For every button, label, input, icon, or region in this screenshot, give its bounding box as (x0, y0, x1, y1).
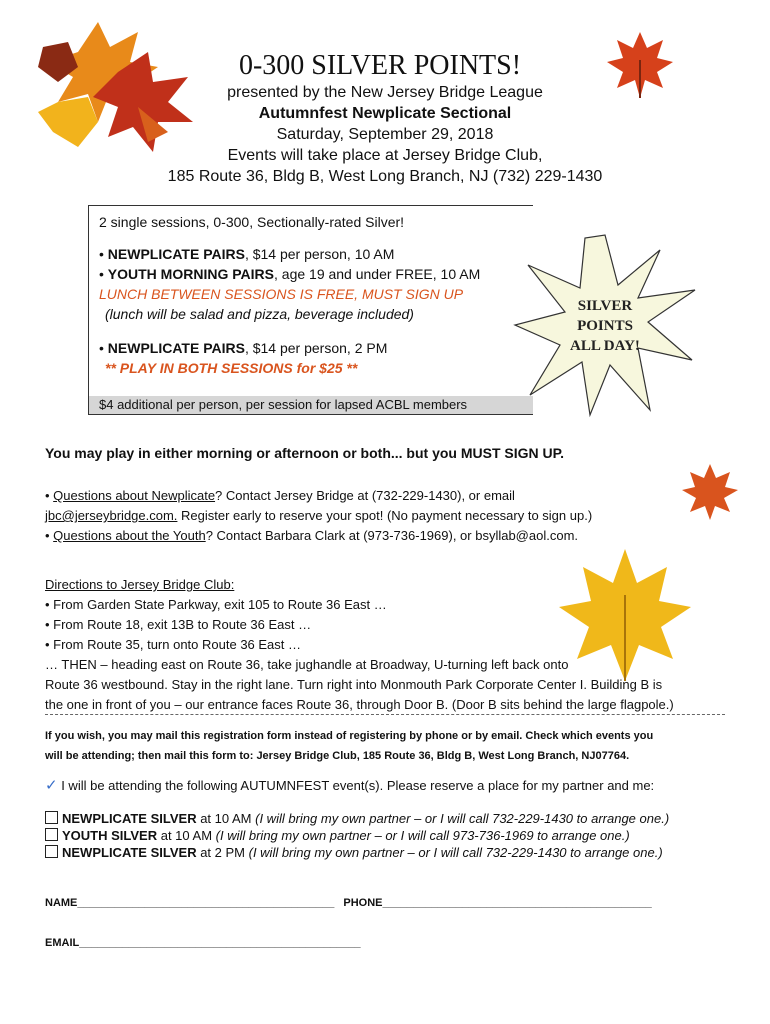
name-phone-row: NAME__________________________________________ PHONE____________________________________________ (45, 897, 652, 909)
divider (45, 714, 725, 715)
checkbox[interactable] (45, 845, 58, 858)
event-date: Saturday, September 29, 2018 (276, 126, 494, 143)
orange-maple-leaf-icon (680, 462, 740, 522)
email-link[interactable]: jbc@jerseybridge.com. (45, 508, 178, 523)
event-name: Autumnfest Newplicate Sectional (258, 105, 512, 122)
option-row: YOUTH SILVER at 10 AM (I will bring my own partner – or I will call 973-736-1969 to arrange one.) (45, 827, 669, 844)
lunch-notice: LUNCH BETWEEN SESSIONS IS FREE, MUST SIGN UP (99, 286, 464, 302)
attending-line: ✓ I will be attending the following AUTUMNFEST event(s). Please reserve a place for my partner and me: (45, 777, 655, 794)
directions-line: • From Route 35, turn onto Route 36 East … (45, 637, 302, 652)
option-row: NEWPLICATE SILVER at 2 PM (I will bring my own partner – or I will call 732-229-1430 to arrange one.) (45, 844, 669, 861)
location-line: Events will take place at Jersey Bridge Club, (227, 147, 543, 164)
directions-line: • From Route 18, exit 13B to Route 36 East … (45, 617, 312, 632)
session-item: • NEWPLICATE PAIRS, $14 per person, 10 AM (99, 246, 395, 262)
mail-notice: If you wish, you may mail this registration form instead of registering by phone or by email. Check which events you will be attending; then mail this form to: Jersey Bridge Club, 185 Route 36, Bldg B, West Long Branch, NJ07764. (45, 730, 654, 762)
session-item: • YOUTH MORNING PAIRS, age 19 and under FREE, 10 AM (99, 266, 481, 282)
session-item: • NEWPLICATE PAIRS, $14 per person, 2 PM (99, 340, 388, 356)
sessions-box (88, 205, 533, 415)
header (0, 50, 770, 187)
directions-line: the one in front of you – our entrance faces Route 36, through Door B. (Door B sits behind the large flagpole.) (45, 697, 674, 712)
directions-heading: Directions to Jersey Bridge Club: (45, 577, 235, 592)
presented-by: presented by the New Jersey Bridge League (227, 84, 543, 101)
directions-line: • From Garden State Parkway, exit 105 to Route 36 East … (45, 597, 387, 612)
phone-field[interactable]: ____________________________________________ (382, 897, 652, 909)
checkmark-icon: ✓ (45, 777, 58, 794)
name-field[interactable]: __________________________________________ (77, 897, 335, 909)
youth-questions-link[interactable]: Questions about the Youth (53, 528, 206, 543)
event-options (45, 810, 669, 861)
lunch-note: (lunch will be salad and pizza, beverage included) (105, 306, 414, 322)
option-row: NEWPLICATE SILVER at 10 AM (I will bring my own partner – or I will call 732-229-1430 to arrange one.) (45, 810, 669, 827)
checkbox[interactable] (45, 828, 58, 841)
address-line: 185 Route 36, Bldg B, West Long Branch, NJ (732) 229-1430 (167, 168, 603, 185)
lapsed-member-note: $4 additional per person, per session for lapsed ACBL members (89, 396, 533, 414)
page-title: 0-300 SILVER POINTS! (238, 50, 522, 81)
sessions-intro: 2 single sessions, 0-300, Sectionally-rated Silver! (99, 214, 405, 230)
newplicate-questions-link[interactable]: Questions about Newplicate (53, 488, 216, 503)
email-row: EMAIL______________________________________________ (45, 937, 361, 949)
signup-notice: You may play in either morning or afternoon or both... but you MUST SIGN UP. (45, 445, 565, 461)
directions-line: … THEN – heading east on Route 36, take jughandle at Broadway, U-turning left back onto (45, 657, 569, 672)
silver-points-badge: SILVER POINTS ALL DAY! (570, 298, 640, 354)
directions-section (45, 575, 674, 715)
both-sessions-offer: ** PLAY IN BOTH SESSIONS for $25 ** (105, 360, 358, 376)
checkbox[interactable] (45, 811, 58, 824)
email-field[interactable]: ______________________________________________ (79, 937, 361, 949)
questions-section: • Questions about Newplicate? Contact Jersey Bridge at (732-229-1430), or email jbc@jerseybridge.com. Register early to reserve your spot! (No payment necessary to sign up.) • Questions about the Youth? Contact Barbara Clark at (973-736-1969), or bsyllab@aol.com. (45, 488, 593, 543)
directions-line: Route 36 westbound. Stay in the right lane. Turn right into Monmouth Park Corporate Center I. Building B is (45, 677, 663, 692)
